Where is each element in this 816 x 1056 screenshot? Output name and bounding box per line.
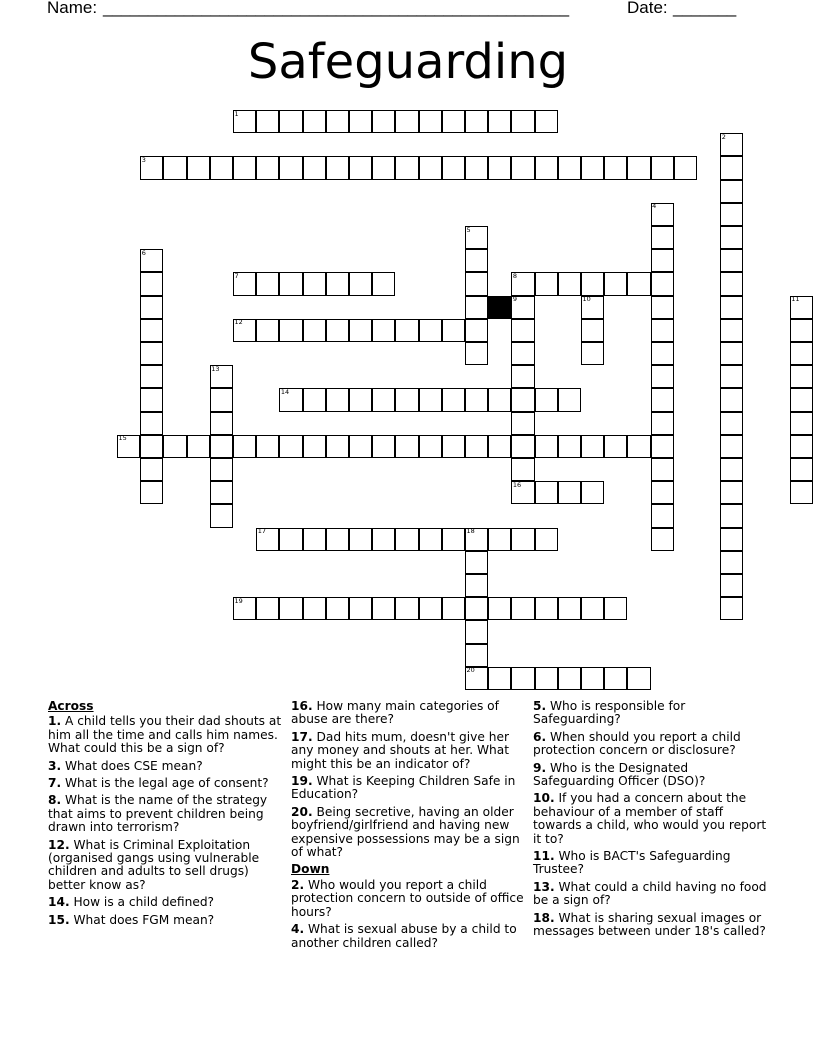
clue: [48, 777, 284, 790]
grid-cell[interactable]: [349, 388, 372, 411]
clue-number-label: 4.: [291, 922, 305, 937]
clue-text: What does FGM mean?: [69, 912, 215, 927]
clue-number-label: 13.: [533, 879, 555, 894]
grid-cell[interactable]: [720, 296, 743, 319]
grid-cell[interactable]: [256, 435, 279, 458]
grid-cell[interactable]: [419, 319, 442, 342]
grid-cell[interactable]: [511, 667, 534, 690]
clue-number-label: 2.: [291, 877, 305, 892]
clue-number-label: 10.: [533, 791, 555, 806]
clue-number: 12: [234, 318, 243, 327]
grid-cell[interactable]: [349, 319, 372, 342]
grid-cell[interactable]: [488, 156, 511, 179]
grid-cell[interactable]: [651, 458, 674, 481]
grid-cell[interactable]: [465, 574, 488, 597]
down-clue-list-continued: [533, 700, 773, 939]
clue-number: 4: [652, 202, 657, 211]
clue-text: What is the legal age of consent?: [61, 776, 269, 791]
grid-cell[interactable]: [465, 249, 488, 272]
clue-text: What is sexual abuse by a child to another children called?: [291, 922, 517, 950]
clue-number-label: 8.: [48, 793, 62, 808]
clue-text: Who is the Designated Safeguarding Officer (DSO)?: [533, 760, 706, 789]
grid-cell[interactable]: [326, 388, 349, 411]
blocked-cell: [488, 296, 511, 319]
clue: [291, 879, 526, 919]
grid-cell[interactable]: [372, 528, 395, 551]
grid-cell[interactable]: [210, 156, 233, 179]
grid-cell[interactable]: [210, 435, 233, 458]
clue-text: Who would you report a child protection concern to outside of office hours?: [291, 877, 524, 919]
clue-text: Who is BACT's Safeguarding Trustee?: [533, 849, 731, 877]
grid-cell[interactable]: [511, 458, 534, 481]
grid-cell[interactable]: [465, 319, 488, 342]
grid-cell[interactable]: [303, 110, 326, 133]
grid-cell[interactable]: [488, 597, 511, 620]
across-clue-list-continued: [291, 700, 526, 859]
grid-cell[interactable]: [535, 272, 558, 295]
clue-text: A child tells you their dad shouts at him all the time and calls him names. What could this be a sign of?: [48, 714, 282, 756]
clue-text: When should you report a child protection concern or disclosure?: [533, 729, 741, 758]
grid-cell[interactable]: [488, 667, 511, 690]
grid-cell[interactable]: [720, 365, 743, 388]
grid-cell[interactable]: [511, 435, 534, 458]
clue-number: 14: [280, 387, 290, 396]
grid-cell[interactable]: [140, 319, 163, 342]
grid-cell[interactable]: [535, 597, 558, 620]
grid-cell[interactable]: [790, 388, 813, 411]
grid-cell[interactable]: [326, 597, 349, 620]
grid-cell[interactable]: [140, 296, 163, 319]
grid-cell[interactable]: [720, 319, 743, 342]
clue: [48, 914, 284, 927]
grid-cell[interactable]: [651, 412, 674, 435]
grid-cell[interactable]: [140, 272, 163, 295]
grid-cell[interactable]: [465, 272, 488, 295]
grid-cell[interactable]: [419, 388, 442, 411]
grid-cell[interactable]: [442, 388, 465, 411]
grid-cell[interactable]: [303, 388, 326, 411]
grid-cell[interactable]: [651, 365, 674, 388]
grid-cell[interactable]: [140, 412, 163, 435]
grid-cell[interactable]: [511, 156, 534, 179]
clue-number-label: 1.: [48, 714, 62, 729]
grid-cell[interactable]: [604, 435, 627, 458]
clue-number: 7: [234, 271, 239, 280]
grid-cell[interactable]: [627, 667, 650, 690]
grid-cell[interactable]: [442, 110, 465, 133]
grid-cell[interactable]: [511, 388, 534, 411]
grid-cell[interactable]: [581, 156, 604, 179]
grid-cell[interactable]: [419, 528, 442, 551]
clue: [48, 839, 284, 893]
grid-cell[interactable]: [790, 342, 813, 365]
grid-cell[interactable]: [720, 156, 743, 179]
grid-cell[interactable]: [395, 528, 418, 551]
grid-cell[interactable]: [488, 388, 511, 411]
clue-text: How is a child defined?: [69, 895, 215, 910]
grid-cell[interactable]: [581, 272, 604, 295]
grid-cell[interactable]: [558, 667, 581, 690]
grid-cell[interactable]: [558, 435, 581, 458]
grid-cell[interactable]: [511, 528, 534, 551]
clue-number-label: 5.: [533, 699, 547, 713]
name-field[interactable]: ____________________________________________________: [103, 0, 569, 17]
grid-cell[interactable]: [581, 342, 604, 365]
grid-cell[interactable]: [488, 435, 511, 458]
grid-cell[interactable]: [581, 319, 604, 342]
clue: [533, 762, 773, 789]
grid-cell[interactable]: [558, 597, 581, 620]
clue-number-label: 20.: [291, 804, 313, 819]
grid-cell[interactable]: [465, 342, 488, 365]
grid-cell[interactable]: [349, 528, 372, 551]
grid-cell[interactable]: [627, 156, 650, 179]
clue-number: 5: [466, 225, 471, 234]
grid-cell[interactable]: [372, 156, 395, 179]
grid-cell[interactable]: [604, 272, 627, 295]
grid-cell[interactable]: [326, 528, 349, 551]
grid-cell[interactable]: [511, 319, 534, 342]
grid-cell[interactable]: [187, 435, 210, 458]
grid-cell[interactable]: [465, 620, 488, 643]
grid-cell[interactable]: [720, 249, 743, 272]
grid-cell[interactable]: [465, 435, 488, 458]
clue-number-label: 11.: [533, 849, 555, 864]
grid-cell[interactable]: [395, 597, 418, 620]
grid-cell[interactable]: [790, 458, 813, 481]
grid-cell[interactable]: [488, 528, 511, 551]
across-heading: Across: [48, 699, 94, 713]
clue: [48, 760, 284, 773]
grid-cell[interactable]: [651, 388, 674, 411]
grid-cell[interactable]: [790, 365, 813, 388]
grid-cell[interactable]: [651, 226, 674, 249]
clue: [48, 794, 284, 834]
clue-text: What is sharing sexual images or messages between under 18's called?: [533, 910, 766, 939]
grid-cell[interactable]: [349, 110, 372, 133]
grid-cell[interactable]: [233, 435, 256, 458]
clue-number: 3: [141, 155, 146, 164]
grid-cell[interactable]: [140, 481, 163, 504]
clue-number: 1: [234, 109, 239, 118]
grid-cell[interactable]: [442, 597, 465, 620]
grid-cell[interactable]: [511, 365, 534, 388]
grid-cell[interactable]: [465, 296, 488, 319]
grid-cell[interactable]: [720, 388, 743, 411]
grid-cell[interactable]: [163, 435, 186, 458]
grid-cell[interactable]: [651, 249, 674, 272]
grid-cell[interactable]: [465, 388, 488, 411]
grid-cell[interactable]: [419, 156, 442, 179]
clue-text: What is Keeping Children Safe in Education?: [291, 774, 516, 802]
grid-cell[interactable]: [790, 319, 813, 342]
clue: [533, 700, 773, 727]
grid-cell[interactable]: [465, 644, 488, 667]
clues-column-2: [291, 700, 526, 954]
grid-cell[interactable]: [140, 388, 163, 411]
grid-cell[interactable]: [442, 156, 465, 179]
grid-cell[interactable]: [535, 481, 558, 504]
clue-text: What does CSE mean?: [61, 758, 203, 773]
grid-cell[interactable]: [303, 597, 326, 620]
clue-number-label: 6.: [533, 729, 547, 744]
grid-cell[interactable]: [256, 272, 279, 295]
grid-cell[interactable]: [233, 156, 256, 179]
grid-cell[interactable]: [535, 156, 558, 179]
grid-cell[interactable]: [558, 272, 581, 295]
grid-cell[interactable]: [511, 110, 534, 133]
clue-number-label: 19.: [291, 774, 313, 789]
grid-cell[interactable]: [372, 435, 395, 458]
grid-cell[interactable]: [279, 528, 302, 551]
clue-number-label: 17.: [291, 729, 313, 744]
grid-cell[interactable]: [558, 481, 581, 504]
clue-number: 2: [721, 132, 726, 141]
grid-cell[interactable]: [163, 156, 186, 179]
grid-cell[interactable]: [279, 156, 302, 179]
grid-cell[interactable]: [535, 388, 558, 411]
clue: [533, 792, 773, 846]
grid-cell[interactable]: [651, 504, 674, 527]
grid-cell[interactable]: [720, 226, 743, 249]
grid-cell[interactable]: [627, 272, 650, 295]
clue-number: 18: [466, 527, 475, 536]
clue-text: What could a child having no food be a sign of?: [533, 879, 767, 908]
grid-cell[interactable]: [558, 156, 581, 179]
grid-cell[interactable]: [581, 597, 604, 620]
grid-cell[interactable]: [279, 319, 302, 342]
grid-cell[interactable]: [465, 597, 488, 620]
grid-cell[interactable]: [210, 481, 233, 504]
date-field[interactable]: _______: [673, 0, 736, 17]
grid-cell[interactable]: [651, 296, 674, 319]
grid-cell[interactable]: [651, 342, 674, 365]
grid-cell[interactable]: [279, 110, 302, 133]
clue-text: What is Criminal Exploitation (organised gangs using vulnerable children and adults to sell drugs) better know as?: [48, 837, 260, 892]
grid-cell[interactable]: [720, 597, 743, 620]
grid-cell[interactable]: [419, 597, 442, 620]
grid-cell[interactable]: [674, 156, 697, 179]
grid-cell[interactable]: [581, 481, 604, 504]
grid-cell[interactable]: [372, 597, 395, 620]
grid-cell[interactable]: [140, 342, 163, 365]
clue: [291, 700, 526, 727]
grid-cell[interactable]: [256, 156, 279, 179]
grid-cell[interactable]: [720, 481, 743, 504]
grid-cell[interactable]: [627, 435, 650, 458]
grid-cell[interactable]: [279, 272, 302, 295]
down-clue-list: [291, 879, 526, 950]
grid-cell[interactable]: [326, 272, 349, 295]
clue: [533, 912, 773, 939]
grid-cell[interactable]: [720, 203, 743, 226]
clue-text: How many main categories of abuse are there?: [291, 699, 499, 727]
grid-cell[interactable]: [395, 435, 418, 458]
clue: [48, 715, 284, 755]
clue-text: Being secretive, having an older boyfriend/girlfriend and having new expensive possessions may be a sign of what?: [291, 804, 520, 860]
grid-cell[interactable]: [651, 528, 674, 551]
grid-cell[interactable]: [720, 342, 743, 365]
clue-number: 10: [582, 295, 591, 304]
grid-cell[interactable]: [790, 412, 813, 435]
grid-cell[interactable]: [442, 319, 465, 342]
clue: [533, 850, 773, 877]
grid-cell[interactable]: [651, 435, 674, 458]
grid-cell[interactable]: [372, 110, 395, 133]
grid-cell[interactable]: [256, 319, 279, 342]
grid-cell[interactable]: [372, 272, 395, 295]
grid-cell[interactable]: [326, 435, 349, 458]
grid-cell[interactable]: [349, 272, 372, 295]
grid-cell[interactable]: [465, 156, 488, 179]
grid-cell[interactable]: [790, 481, 813, 504]
grid-cell[interactable]: [511, 412, 534, 435]
grid-cell[interactable]: [720, 412, 743, 435]
clue-number-label: 9.: [533, 760, 547, 775]
clue-number: 9: [512, 295, 518, 304]
clue-number-label: 15.: [48, 912, 70, 927]
clue: [291, 731, 526, 771]
grid-cell[interactable]: [720, 574, 743, 597]
grid-cell[interactable]: [442, 528, 465, 551]
grid-cell[interactable]: [488, 110, 511, 133]
grid-cell[interactable]: [303, 435, 326, 458]
grid-cell[interactable]: [790, 435, 813, 458]
grid-cell[interactable]: [395, 156, 418, 179]
clue-text: Who is responsible for Safeguarding?: [533, 699, 686, 727]
clues-column-1: [48, 700, 284, 931]
grid-cell[interactable]: [395, 110, 418, 133]
clue-number: 17: [257, 527, 266, 536]
date-label: Date:: [627, 0, 668, 17]
grid-cell[interactable]: [419, 435, 442, 458]
grid-cell[interactable]: [303, 319, 326, 342]
grid-cell[interactable]: [256, 110, 279, 133]
grid-cell[interactable]: [303, 528, 326, 551]
clue-number: 19: [234, 596, 243, 605]
grid-cell[interactable]: [326, 156, 349, 179]
grid-cell[interactable]: [720, 458, 743, 481]
clue-number: 6: [141, 248, 146, 257]
grid-cell[interactable]: [651, 319, 674, 342]
grid-cell[interactable]: [604, 156, 627, 179]
grid-cell[interactable]: [279, 435, 302, 458]
grid-cell[interactable]: [720, 528, 743, 551]
grid-cell[interactable]: [256, 597, 279, 620]
down-heading: Down: [291, 862, 330, 877]
clue-number-label: 7.: [48, 776, 62, 791]
clue: [291, 923, 526, 950]
grid-cell[interactable]: [349, 597, 372, 620]
grid-cell[interactable]: [442, 435, 465, 458]
clue: [533, 731, 773, 758]
grid-cell[interactable]: [511, 597, 534, 620]
clue-number: 8: [512, 271, 518, 280]
grid-cell[interactable]: [720, 551, 743, 574]
grid-cell[interactable]: [326, 319, 349, 342]
grid-cell[interactable]: [511, 342, 534, 365]
clue: [533, 881, 773, 908]
clue-number-label: 14.: [48, 895, 70, 910]
grid-cell[interactable]: [465, 110, 488, 133]
clue-number: 16: [512, 480, 522, 489]
grid-cell[interactable]: [187, 156, 210, 179]
grid-cell[interactable]: [372, 319, 395, 342]
grid-cell[interactable]: [349, 156, 372, 179]
grid-cell[interactable]: [604, 667, 627, 690]
grid-cell[interactable]: [465, 551, 488, 574]
grid-cell[interactable]: [303, 272, 326, 295]
grid-cell[interactable]: [535, 528, 558, 551]
puzzle-title: Safeguarding: [247, 34, 569, 90]
grid-cell[interactable]: [720, 180, 743, 203]
grid-cell[interactable]: [140, 365, 163, 388]
grid-cell[interactable]: [140, 435, 163, 458]
grid-cell[interactable]: [535, 110, 558, 133]
clue-number-label: 12.: [48, 837, 70, 852]
name-label: Name:: [47, 0, 98, 17]
clues-column-3: [533, 700, 773, 943]
grid-cell[interactable]: [604, 597, 627, 620]
grid-cell[interactable]: [651, 156, 674, 179]
grid-cell[interactable]: [140, 458, 163, 481]
grid-cell[interactable]: [535, 667, 558, 690]
across-clue-list: [48, 715, 284, 927]
grid-cell[interactable]: [651, 481, 674, 504]
clue-text: Dad hits mum, doesn't give her any money and shouts at her. What might this be an indicator of?: [291, 729, 509, 771]
grid-cell[interactable]: [372, 388, 395, 411]
clue-number: 15: [118, 434, 127, 443]
grid-cell[interactable]: [326, 110, 349, 133]
clue: [48, 896, 284, 909]
grid-cell[interactable]: [303, 156, 326, 179]
grid-cell[interactable]: [349, 435, 372, 458]
clue: [291, 775, 526, 802]
clue: [291, 806, 526, 860]
clue-number-label: 3.: [48, 758, 62, 773]
clue-number: 13: [211, 364, 220, 373]
grid-cell[interactable]: [581, 435, 604, 458]
grid-cell[interactable]: [395, 319, 418, 342]
grid-cell[interactable]: [558, 388, 581, 411]
grid-cell[interactable]: [395, 388, 418, 411]
grid-cell[interactable]: [720, 272, 743, 295]
clue-number-label: 18.: [533, 910, 555, 925]
grid-cell[interactable]: [720, 435, 743, 458]
clue-number: 20: [466, 666, 475, 675]
clue-number: 11: [791, 295, 800, 304]
grid-cell[interactable]: [535, 435, 558, 458]
grid-cell[interactable]: [210, 504, 233, 527]
grid-cell[interactable]: [210, 412, 233, 435]
grid-cell[interactable]: [210, 458, 233, 481]
grid-cell[interactable]: [720, 504, 743, 527]
grid-cell[interactable]: [581, 667, 604, 690]
grid-cell[interactable]: [651, 272, 674, 295]
clue-text: If you had a concern about the behaviour of a member of staff towards a child, who would you report it to?: [533, 791, 767, 846]
clue-number-label: 16.: [291, 699, 313, 713]
grid-cell[interactable]: [279, 597, 302, 620]
clue-text: What is the name of the strategy that aims to prevent children being drawn into terrorism?: [48, 793, 268, 835]
grid-cell[interactable]: [419, 110, 442, 133]
grid-cell[interactable]: [210, 388, 233, 411]
